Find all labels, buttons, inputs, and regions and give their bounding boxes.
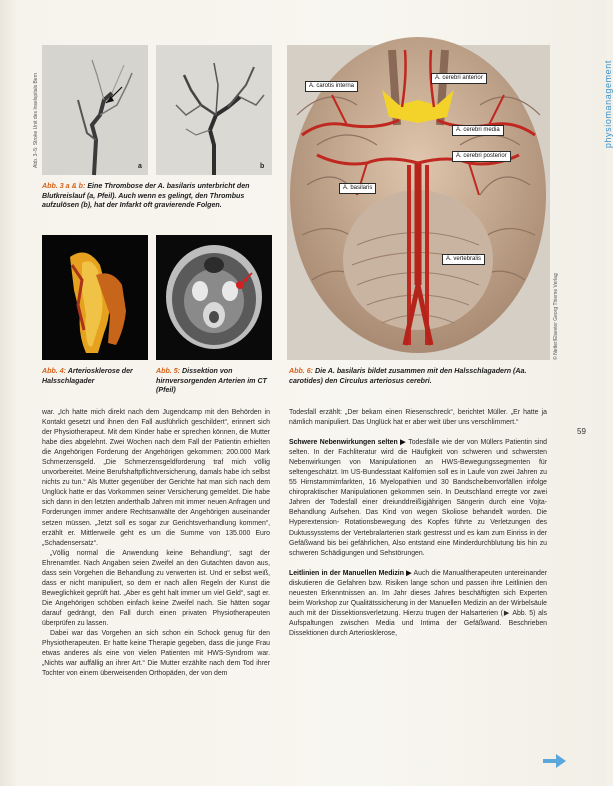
figure-4-caption bbox=[42, 367, 148, 386]
angiogram-image-b bbox=[156, 45, 272, 175]
section-text: Todesfälle wie der von Müllers Patientin sind selten. In der Fachliteratur wird die Häufigkeit von schweren und schwersten Nebenwirkungen von Manipulationen an HWS-Bewegungssegmenten für seltengeschätzt. Im US-Bundesstaat Kalifornien soll es in Laufe von zwei Jahren zu 55 Hirnstammimfarkten, 16 Myelopathien und 30 Bandscheibenvorfällen infolge chiropraktischer Manipulationen gekommen sein. In Deutschland erregte vor zwei Jahren der Todesfall einer dreiunddreißigjährigen Sängerin durch eine Vojta-Behandlung Aufsehen. Das Kind von wegen Skoliose behandelt worden. Die Hyperextension- Rotationsbewegung des Kopfes führte zu Verletzungen des Duktussysstems der Vertebralarterien stark gestresst und es kam zum Einriss in der Gefäßwand bis bei gefährlichen, Also entstand eine Minderdurchblutung bis hin zu schweren Schädigungen und Sehstörungen. bbox=[289, 439, 548, 557]
section-heading: Leitlinien in der Manuellen Medizin ▶ bbox=[289, 569, 412, 577]
caption-lead: Abb. 3 a & b: bbox=[42, 182, 86, 190]
body-column-left bbox=[42, 408, 270, 778]
label-cerebri-posterior: A. cerebri posterior bbox=[452, 151, 511, 162]
caption-text: Eine Thrombose der A. basilaris unterbricht den Blutkreislauf (a, Pfeil). Auch wenn es gelingt, den Thrombus aufzulösen (b), hat der Infarkt oft gravierende Folgen. bbox=[42, 182, 250, 210]
page-number: 59 bbox=[577, 427, 586, 436]
caption-text: Dissektion von hirnversorgenden Arterien im CT (Pfeil) bbox=[156, 367, 267, 395]
panel-label-a: a bbox=[138, 163, 142, 170]
arrow-right-icon bbox=[541, 752, 567, 770]
caption-text: Arteriosklerose der Halsschlagader bbox=[42, 367, 133, 385]
section-heading: Schwere Nebenwirkungen selten ▶ bbox=[289, 439, 406, 447]
arteriosclerosis-image bbox=[42, 235, 148, 360]
body-column-right bbox=[289, 408, 547, 778]
caption-text: Die A. basilaris bildet zusammen mit den Halsschlagadern (Aa. carotides) den Circulus arteriosus cerebri. bbox=[289, 367, 527, 385]
label-carotis-interna: A. carotis interna bbox=[305, 81, 358, 92]
paragraph: Todesfall erzählt: „Der bekam einen Riesenschreck“, berichtet Müller. „Er hatte ja nämlich manipuliert. Das Unglück hat er aber weit über uns verschlimmert.“ bbox=[289, 409, 547, 427]
caption-lead: Abb. 6: bbox=[289, 367, 314, 375]
figure-5-caption bbox=[156, 367, 272, 396]
section-paragraph bbox=[289, 438, 547, 559]
caption-lead: Abb. 5: bbox=[156, 367, 181, 375]
label-cerebri-media: A. cerebri media bbox=[452, 125, 504, 136]
label-basilaris: A. basilaris bbox=[339, 183, 376, 194]
figure-3-caption bbox=[42, 182, 270, 211]
panel-label-b: b bbox=[260, 163, 265, 170]
figure-6-caption bbox=[289, 367, 547, 386]
figure-credit: © Netter/Elsevier Georg Thieme Verlag bbox=[553, 273, 559, 360]
section-text: Auch die Manualtherapeuten untereinander diskutieren die Gefahren bzw. Risiken lange schon und passen ihre Leitlinien den neuesten Erkenntnissen an. Im Jahr dieses Jahres beschäftigten sich Experten beim Workshop zur Qualitätssicherung in der Manuellen Medizin an der Wirbelsäule auch mit der Dissektionsverletzung. Hierzu trugen der Halsarterien (▶ Abb. 5) als Aufspaltungen zwischen Media und Intima der Gefäßwand. Beschrieben Dissektionen durch Arteriosklerose, bbox=[289, 569, 547, 637]
section-paragraph bbox=[289, 569, 547, 639]
brain-arteries-illustration bbox=[287, 45, 550, 360]
figure-credit: Abb. 3–5: Stroke Unit des Inselspitals Bern bbox=[33, 72, 39, 168]
label-cerebri-anterior: A. cerebri anterior bbox=[431, 73, 487, 84]
label-vertebralis: A. vertebralis bbox=[442, 254, 485, 265]
paragraph: „Völlig normal die Anwendung keine Behandlung“, sagt der Ehrenamtler. Nach Angaben seien Zweifel an den Gutachten davon aus, dass sein Vorgehen die Behandlung zu verwerten ist. Und er selbst weiß, dass er nicht manipuliert, so dem er nach allen Regeln der Kunst die Beweglichkeit geprüft hat. „Aber es geht halt immer um viel Geld“, sagt er. Die Angehörigen schöben einfach keine Zweifel nach. Sie hätten sogar darauf gedrängt, den Fall durch einen privaten Physiotherapeuten überprüfen zu lassen. bbox=[42, 549, 270, 627]
ct-scan-image bbox=[156, 235, 272, 360]
section-side-title: physiomanagement bbox=[603, 60, 613, 149]
caption-lead: Abb. 4: bbox=[42, 367, 67, 375]
paragraph: Dabei war das Vorgehen an sich schon ein Schock genug für den Physiotherapeuten. Er hatte keine Therapie gegeben, dass die junge Frau etwas anderes als eine von vielen Patienten mit HWS-Syndrom war. „Nichts war auffällig an ihrer Art.“ Die Mutter erzählte nach dem Tod ihrer Tochter von einem überweisenden Orthopäden, der von dem bbox=[42, 630, 270, 678]
angiogram-image-a bbox=[42, 45, 148, 175]
paragraph: war. „Ich hatte mich direkt nach dem Jugendcamp mit den Behörden in Kontakt gesetzt und ihnen den Fall ausführlich geschildert“, erinnert sich der Physiotherapeut. Mit dem Kinder habe er sprechen können, die Mutter habe dies abgelehnt. Zwei Wochen nach dem Fall der Patientin erhielten die Angehörigen Forderung der Angehörigen gekommen: 200.000 Mark Schmerzensgeld. „Die Schmerzensgeldforderung traf mich völlig unvorbereitet. Meine Berufshaftpflichtversicherung, damals habe ich selbst nichts zu tun.“ Als Mutter gegenüber der Gerichte hat man sich nach dem Unglück hatte er das Vorkommen seiner Versicherung gemeldet. Die habe sich dann in den letzten anderthalb Jahren mit immer neuen Anfragen und Forderungen immer andere Rechtsanwälte der Angehörigen auseinander setzen müssen. „Jetzt soll es sogar zur Gerichtsverhandlung kommen“, erzählt er. Mittlerweile geht es um die Summe von 135.000 Euro „Schadensersatz“. bbox=[42, 409, 270, 547]
